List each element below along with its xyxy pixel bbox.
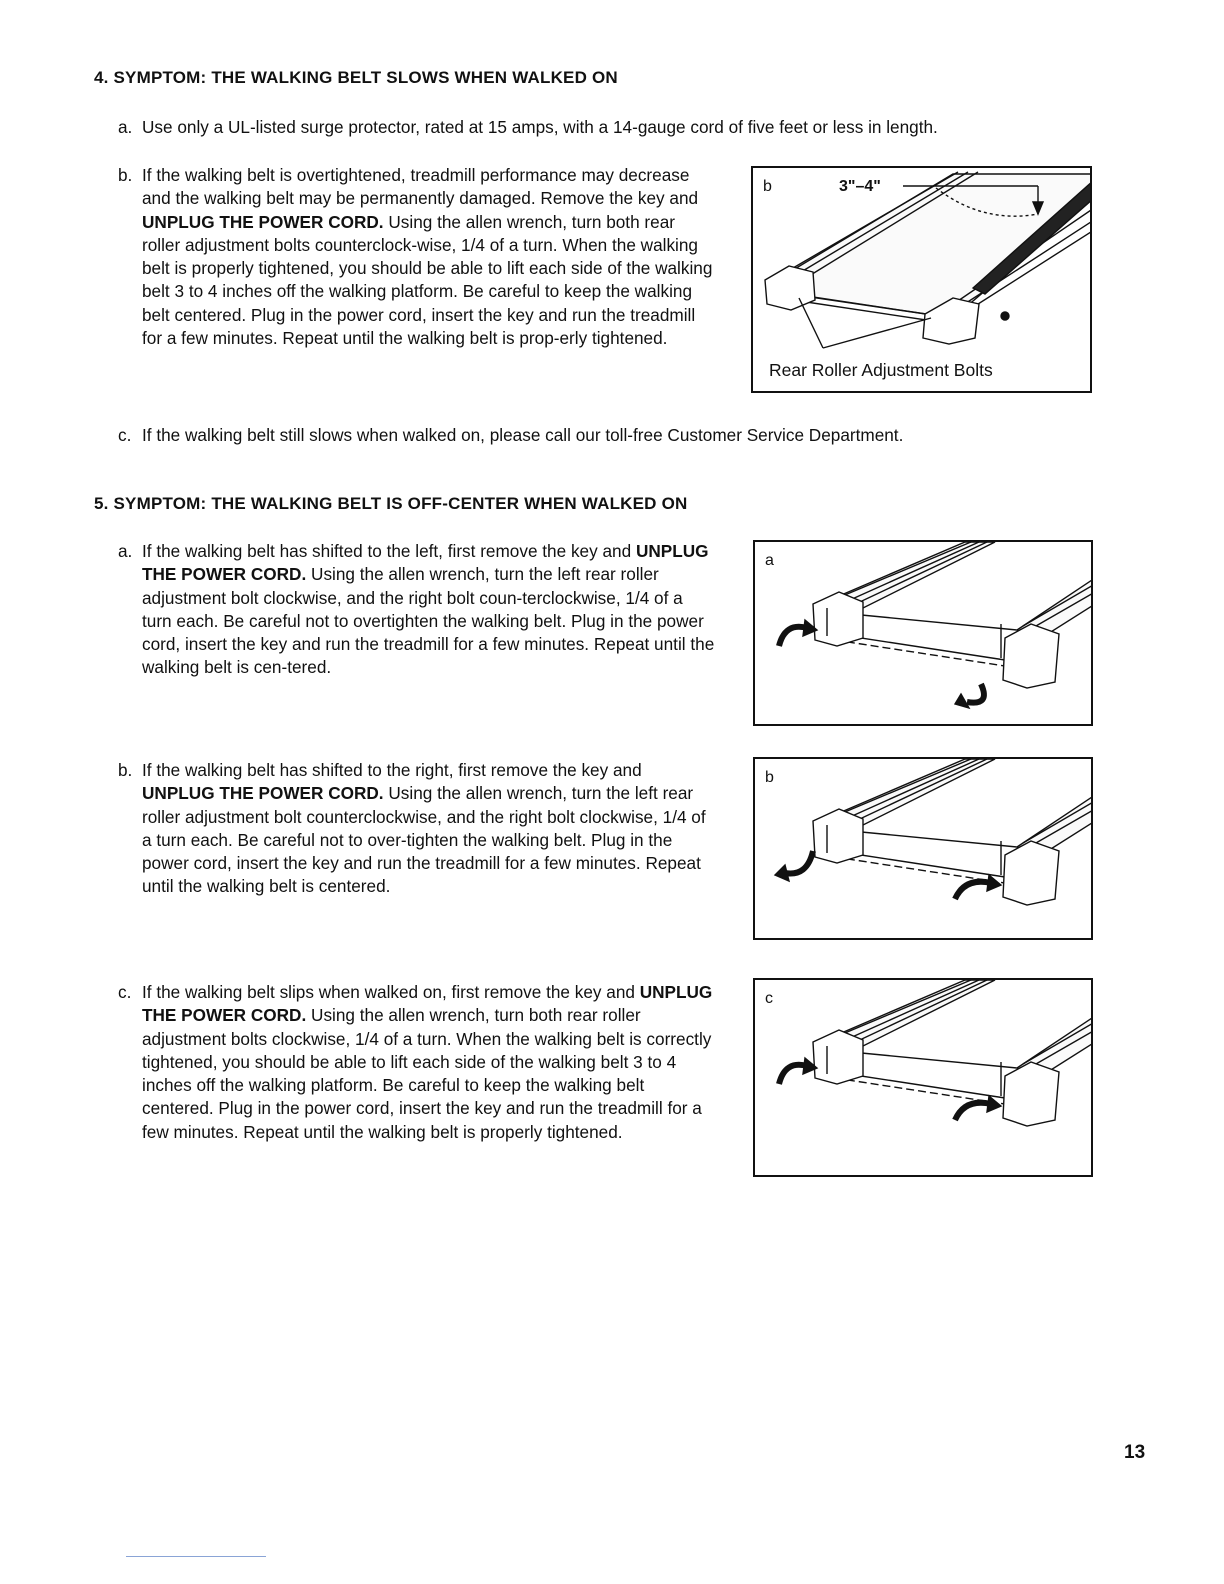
item-label: b. [118,760,133,780]
item-text: If the walking belt still slows when walked on, please call our toll-free Customer Service Department. [142,425,904,445]
section-5-heading: 5. SYMPTOM: THE WALKING BELT IS OFF-CENTER WHEN WALKED ON [94,494,688,513]
item-text: Use only a UL-listed surge protector, rated at 15 amps, with a 14-gauge cord of five feet or less in length. [142,117,938,137]
figure-letter: b [765,769,774,786]
item-label: b. [118,165,133,185]
warning-text: UNPLUG THE POWER CORD. [142,211,384,232]
treadmill-adjustment-illustration [755,542,1093,726]
treadmill-adjustment-illustration [755,759,1093,940]
section-5-item-c [118,981,716,1144]
figure-caption: Rear Roller Adjustment Bolts [769,360,993,380]
section-4-item-b [118,164,716,350]
page-number: 13 [1124,1442,1146,1463]
warning-text: UNPLUG THE POWER CORD. [142,982,713,1026]
dimension-label: 3"–4" [839,178,881,195]
item-text: If the walking belt has shifted to the left, first remove the key and UNPLUG THE POWER CORD. Using the allen wrench, turn the left rear roller adjustment bolt clockwise, and the right bolt coun-terclockwise, 1/4 of a turn each. Be careful not to overtighten the walking belt. Plug in the power cord, insert the key and run the treadmill for a few minutes. Repeat until the walking belt is cen-tered. [142,541,715,678]
figure-5a [753,540,1093,726]
item-text: If the walking belt slips when walked on, first remove the key and UNPLUG THE POWER CORD. Using the allen wrench, turn both rear roller adjustment bolts clockwise, 1/4 of a turn. When the walking belt is correctly tightened, you should be able to lift each side of the walking belt 3 to 4 inches off the walking platform. Be careful to keep the walking belt centered. Plug in the power cord, insert the key and run the treadmill for a few minutes. Repeat until the walking belt is properly tightened. [142,982,713,1142]
item-label: c. [118,425,132,445]
section-5-item-b [118,759,716,899]
figure-5c [753,978,1093,1177]
section-5-item-a [118,540,716,680]
warning-text: UNPLUG THE POWER CORD. [142,541,709,585]
item-text: If the walking belt has shifted to the right, first remove the key and UNPLUG THE POWER CORD. Using the allen wrench, turn the left rear roller adjustment bolt counterclockwise, and the right bolt clockwise, 1/4 of a turn each. Be careful not to over-tighten the walking belt. Plug in the power cord, insert the key and run the treadmill for a few minutes. Repeat until the walking belt is centered. [142,760,706,897]
figure-5b [753,757,1093,940]
warning-text: UNPLUG THE POWER CORD. [142,783,384,804]
item-label: a. [118,541,133,561]
figure-letter: c [765,990,773,1007]
treadmill-adjustment-illustration [755,980,1093,1177]
item-text: If the walking belt is overtightened, treadmill performance may decrease and the walking belt may be permanently damaged. Remove the key and UNPLUG THE POWER CORD. Using the allen wrench, turn both rear roller adjustment bolts counterclock-wise, 1/4 of a turn. When the walking belt is properly tightened, you should be able to lift each side of the walking belt 3 to 4 inches off the walking platform. Be careful to keep the walking belt centered. Plug in the power cord, insert the key and run the treadmill for a few minutes. Repeat until the walking belt is prop-erly tightened. [142,165,713,349]
section-4-item-a [118,116,1118,139]
figure-4b [751,166,1092,393]
figure-letter: a [765,552,774,569]
item-label: a. [118,117,133,137]
figure-letter: b [763,178,772,195]
section-4-heading: 4. SYMPTOM: THE WALKING BELT SLOWS WHEN WALKED ON [94,68,618,87]
scan-artifact-line [126,1556,266,1557]
item-label: c. [118,982,132,1002]
section-4-item-c [118,424,1118,447]
